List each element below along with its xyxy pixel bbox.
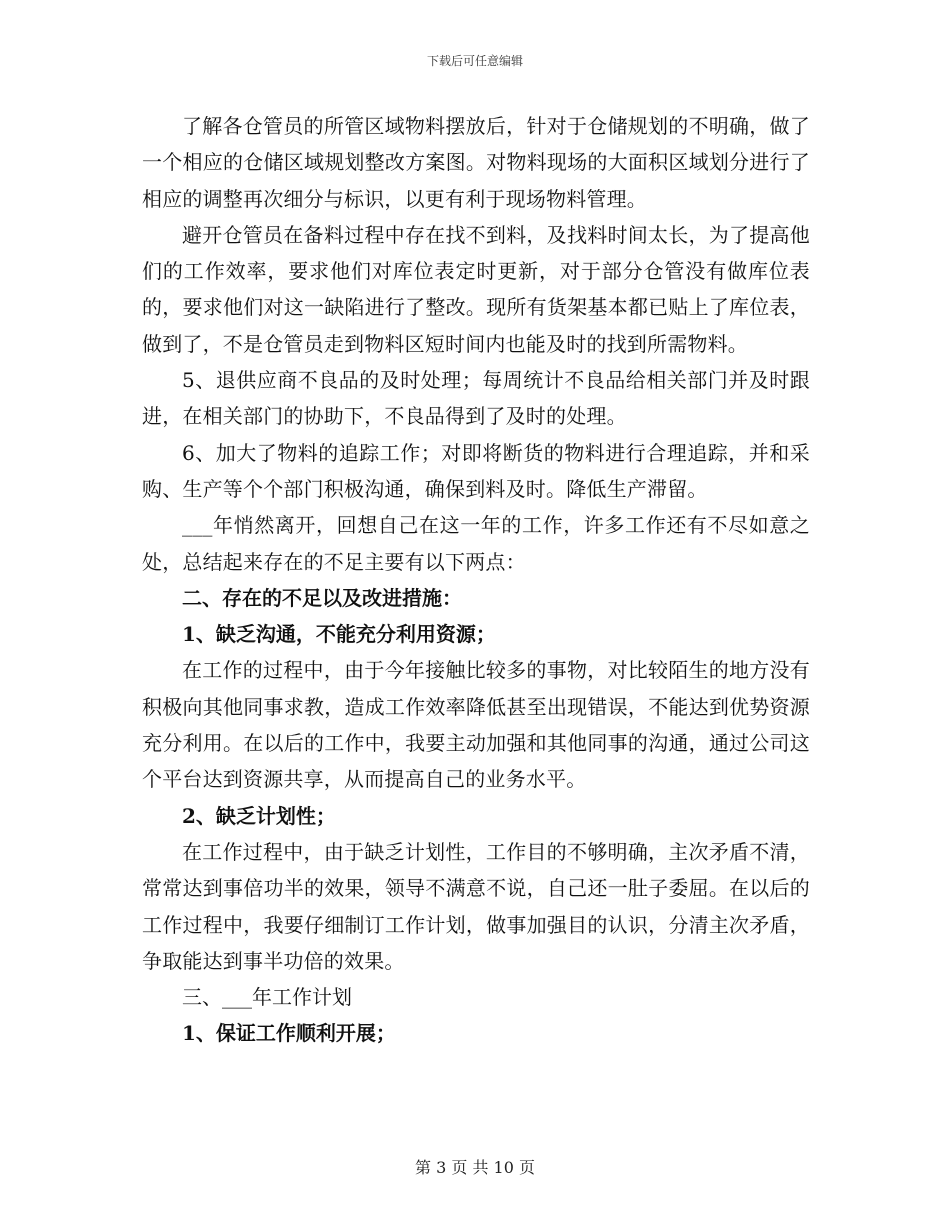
paragraph-planning: 在工作过程中，由于缺乏计划性，工作目的不够明确，主次矛盾不清，常常达到事倍功半的效果，领导不满意不说，自己还一肚子委屈。在以后的工作过程中，我要仔细制订工作计划，做事加强目的认识，分清主次矛盾，争取能达到事半功倍的效果。 <box>142 839 810 973</box>
heading-ensure-work: 1、保证工作顺利开展； <box>182 1021 396 1046</box>
paragraph-warehouse-planning: 了解各仓管员的所管区域物料摆放后，针对于仓储规划的不明确，做了一个相应的仓储区域规划整改方案图。对物料现场的大面积区域划分进行了相应的调整再次细分与标识，以更有利于现场物料管理。 <box>142 114 810 211</box>
paragraph-defective-returns: 5、退供应商不良品的及时处理；每周统计不良品给相关部门并及时跟进，在相关部门的协助下，不良品得到了及时的处理。 <box>142 368 810 429</box>
heading-shortcomings: 二、存在的不足以及改进措施： <box>182 585 462 610</box>
page-header: 下载后可任意编辑 <box>426 54 523 68</box>
heading-lack-communication: 1、缺乏沟通，不能充分利用资源； <box>182 622 496 647</box>
heading-lack-planning: 2、缺乏计划性； <box>182 803 336 828</box>
paragraph-location-table: 避开仓管员在备料过程中存在找不到料，及找料时间太长，为了提高他们的工作效率，要求他们对库位表定时更新，对于部分仓管没有做库位表的，要求他们对这一缺陷进行了整改。现所有货架基本都已贴上了库位表，做到了，不是仓管员走到物料区短时间内也能及时的找到所需物料。 <box>142 222 810 356</box>
paragraph-material-tracking: 6、加大了物料的追踪工作；对即将断货的物料进行合理追踪，并和采购、生产等个个部门积极沟通，确保到料及时。降低生产滞留。 <box>142 440 810 501</box>
page-number: 第 3 页 共 10 页 <box>415 1158 535 1177</box>
heading-work-plan: 三、___年工作计划 <box>182 985 352 1010</box>
paragraph-communication: 在工作的过程中，由于今年接触比较多的事物，对比较陌生的地方没有积极向其他同事求教，造成工作效率降低甚至出现错误，不能达到优势资源充分利用。在以后的工作中，我要主动加强和其他同事的沟通，通过公司这个平台达到资源共享，从而提高自己的业务水平。 <box>142 658 810 792</box>
document-body <box>142 108 810 1052</box>
paragraph-year-review: ___年悄然离开，回想自己在这一年的工作，许多工作还有不尽如意之处，总结起来存在的不足主要有以下两点： <box>142 513 810 574</box>
